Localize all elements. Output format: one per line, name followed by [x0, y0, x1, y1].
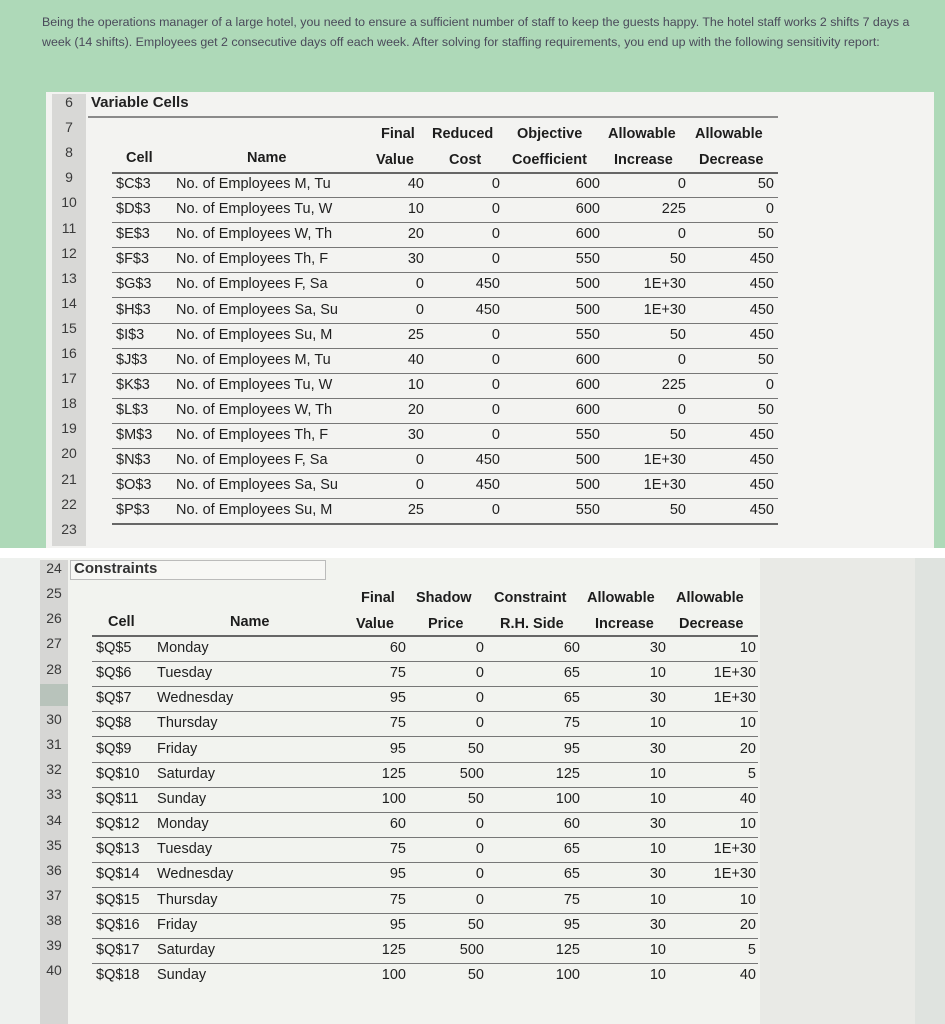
vc-reduced-cost[interactable]: 0 [491, 176, 500, 192]
vc-reduced-cost[interactable]: 450 [475, 301, 500, 318]
row-number[interactable]: 9 [65, 169, 73, 186]
vc-name[interactable]: No. of Employees Su, M [176, 326, 333, 343]
c-final-value[interactable]: 125 [381, 765, 406, 782]
vc-final-value[interactable]: 0 [415, 301, 424, 318]
c-allowable-increase[interactable]: 10 [649, 841, 666, 858]
row-number-gutter-top [52, 94, 86, 546]
row-number[interactable]: 18 [61, 395, 77, 412]
c-name[interactable]: Tuesday [157, 665, 213, 682]
c-allowable-decrease[interactable]: 20 [739, 916, 756, 933]
c-header-final-1: Final [361, 590, 395, 606]
vc-objective-coefficient[interactable]: 600 [575, 351, 600, 368]
vc-allowable-decrease[interactable]: 450 [749, 477, 774, 494]
c-row-rule [92, 812, 758, 813]
c-cell-ref[interactable]: $Q$14 [96, 866, 140, 883]
row-number[interactable]: 6 [65, 94, 73, 110]
c-cell-ref[interactable]: $Q$18 [96, 966, 140, 983]
header-objective-1: Objective [517, 126, 583, 142]
c-final-value[interactable]: 60 [389, 640, 406, 656]
vc-objective-coefficient[interactable]: 600 [575, 376, 600, 393]
c-constraint-rhs[interactable]: 75 [563, 891, 580, 908]
vc-objective-coefficient[interactable]: 500 [575, 477, 600, 494]
c-shadow-price[interactable]: 0 [475, 816, 484, 833]
c-final-value[interactable]: 100 [381, 966, 406, 983]
vc-reduced-cost[interactable]: 0 [491, 226, 500, 243]
c-header-rhs-2: R.H. Side [500, 616, 564, 632]
c-constraint-rhs[interactable]: 95 [563, 916, 580, 933]
c-shadow-price[interactable]: 500 [459, 765, 484, 782]
vc-name[interactable]: No. of Employees Th, F [176, 427, 329, 443]
vc-cell-ref[interactable]: $O$3 [116, 477, 152, 494]
vc-cell-ref[interactable]: $M$3 [116, 427, 153, 443]
vc-objective-coefficient[interactable]: 600 [575, 176, 600, 192]
vc-allowable-increase[interactable]: 0 [677, 351, 686, 368]
vc-reduced-cost[interactable]: 450 [475, 477, 500, 494]
c-cell-ref[interactable]: $Q$9 [96, 740, 132, 757]
header-increase-2: Increase [614, 152, 673, 168]
c-allowable-increase[interactable]: 10 [649, 765, 666, 782]
vc-cell-ref[interactable]: $C$3 [116, 176, 151, 192]
c-allowable-increase[interactable]: 10 [649, 715, 666, 732]
c-shadow-price[interactable]: 0 [475, 866, 484, 883]
c-cell-ref[interactable]: $Q$15 [96, 891, 140, 908]
sheet-edge-area [915, 558, 945, 1024]
c-constraint-rhs[interactable]: 75 [563, 715, 580, 732]
vc-final-value[interactable]: 10 [407, 201, 424, 218]
vc-allowable-increase[interactable]: 50 [669, 427, 686, 443]
row-number[interactable]: 35 [46, 836, 62, 853]
vc-allowable-increase[interactable]: 1E+30 [643, 276, 686, 293]
vc-allowable-decrease[interactable]: 50 [757, 351, 774, 368]
vc-name[interactable]: No. of Employees Tu, W [176, 201, 333, 218]
row-number[interactable]: 8 [65, 144, 73, 161]
vc-objective-coefficient[interactable]: 500 [575, 276, 600, 293]
vc-allowable-increase[interactable]: 50 [669, 251, 686, 268]
c-header-decrease-2: Decrease [679, 616, 744, 632]
c-name[interactable]: Thursday [157, 715, 218, 732]
c-final-value[interactable]: 100 [381, 790, 406, 807]
c-header-decrease-1: Allowable [676, 590, 744, 606]
c-allowable-decrease[interactable]: 40 [739, 966, 756, 983]
c-shadow-price[interactable]: 0 [475, 891, 484, 908]
c-row-rule [92, 963, 758, 964]
c-cell-ref[interactable]: $Q$11 [96, 790, 139, 807]
c-final-value[interactable]: 60 [389, 816, 406, 833]
vc-name[interactable]: No. of Employees M, Tu [176, 176, 331, 192]
vc-allowable-decrease[interactable]: 450 [749, 276, 774, 293]
row-number[interactable]: 14 [61, 294, 77, 311]
vc-reduced-cost[interactable]: 0 [491, 351, 500, 368]
c-allowable-increase[interactable]: 10 [649, 665, 666, 682]
vc-final-value[interactable]: 25 [407, 502, 424, 519]
vc-reduced-cost[interactable]: 0 [491, 376, 500, 393]
c-constraint-rhs[interactable]: 100 [555, 790, 580, 807]
vc-allowable-decrease[interactable]: 450 [749, 301, 774, 318]
c-name[interactable]: Wednesday [157, 690, 234, 707]
row-number[interactable]: 13 [61, 269, 77, 286]
row-number[interactable]: 16 [61, 345, 77, 361]
c-header-increase-1: Allowable [587, 590, 655, 606]
c-constraint-rhs[interactable]: 65 [563, 690, 580, 707]
c-header-shadow-1: Shadow [416, 590, 472, 606]
c-row-rule [92, 686, 758, 687]
vc-name[interactable]: No. of Employees Su, M [176, 502, 333, 519]
row-number[interactable]: 19 [61, 420, 77, 437]
c-allowable-increase[interactable]: 10 [649, 891, 666, 908]
vc-allowable-increase[interactable]: 225 [661, 376, 686, 393]
c-shadow-price[interactable]: 500 [459, 941, 484, 958]
row-number[interactable]: 31 [46, 736, 62, 753]
header-decrease-2: Decrease [699, 152, 764, 168]
c-header-rule [92, 635, 758, 637]
vc-objective-coefficient[interactable]: 600 [575, 226, 600, 243]
c-name[interactable]: Saturday [157, 941, 216, 958]
vc-row-rule [112, 348, 778, 349]
vc-row-rule [112, 197, 778, 198]
row-number[interactable]: 28 [46, 660, 62, 677]
header-rule [112, 172, 778, 174]
header-reduced-1: Reduced [432, 126, 494, 142]
row-number[interactable]: 36 [46, 861, 62, 878]
vc-final-value[interactable]: 40 [407, 351, 424, 368]
vc-allowable-increase[interactable]: 1E+30 [643, 452, 686, 469]
c-cell-ref[interactable]: $Q$5 [96, 640, 132, 656]
vc-cell-ref[interactable]: $G$3 [116, 276, 152, 293]
vc-cell-ref[interactable]: $E$3 [116, 226, 150, 243]
vc-reduced-cost[interactable]: 450 [475, 452, 500, 469]
vc-final-value[interactable]: 10 [407, 376, 424, 393]
row-number[interactable]: 23 [61, 520, 77, 537]
vc-final-value[interactable]: 40 [407, 176, 424, 192]
vc-objective-coefficient[interactable]: 550 [575, 326, 600, 343]
vc-cell-ref[interactable]: $N$3 [116, 452, 151, 469]
c-header-rhs-1: Constraint [494, 590, 567, 606]
c-cell-ref[interactable]: $Q$10 [96, 765, 140, 782]
row-number[interactable]: 20 [61, 445, 77, 462]
c-name[interactable]: Sunday [157, 966, 207, 983]
vc-reduced-cost[interactable]: 0 [491, 401, 500, 418]
c-final-value[interactable]: 75 [389, 715, 406, 732]
vc-final-value[interactable]: 20 [407, 401, 424, 418]
row-number[interactable]: 17 [61, 370, 77, 387]
c-final-value[interactable]: 75 [389, 665, 406, 682]
vc-reduced-cost[interactable]: 0 [491, 251, 500, 268]
row-number[interactable]: 37 [46, 886, 62, 903]
c-cell-ref[interactable]: $Q$16 [96, 916, 140, 933]
c-shadow-price[interactable]: 50 [467, 916, 484, 933]
vc-row-rule [112, 473, 778, 474]
vc-name[interactable]: No. of Employees Th, F [176, 251, 329, 268]
constraints-title: Constraints [74, 560, 158, 577]
c-constraint-rhs[interactable]: 60 [563, 816, 580, 833]
vc-name[interactable]: No. of Employees W, Th [176, 401, 333, 418]
c-allowable-decrease[interactable]: 40 [739, 790, 756, 807]
row-number[interactable]: 40 [46, 962, 62, 979]
c-row-rule [92, 661, 758, 662]
c-allowable-decrease[interactable]: 10 [739, 640, 756, 656]
c-allowable-increase[interactable]: 10 [649, 941, 666, 958]
vc-allowable-decrease[interactable]: 450 [749, 502, 774, 519]
c-final-value[interactable]: 75 [389, 841, 406, 858]
c-row-rule [92, 913, 758, 914]
row-number[interactable]: 26 [46, 610, 62, 627]
c-row-rule [92, 787, 758, 788]
vc-row-rule [112, 498, 778, 499]
row-number[interactable]: 7 [65, 119, 73, 136]
c-constraint-rhs[interactable]: 65 [563, 866, 580, 883]
c-shadow-price[interactable]: 0 [475, 715, 484, 732]
c-name[interactable]: Saturday [157, 765, 216, 782]
vc-objective-coefficient[interactable]: 500 [575, 452, 600, 469]
header-decrease-1: Allowable [695, 126, 763, 142]
c-header-cell: Cell [108, 614, 135, 630]
c-cell-ref[interactable]: $Q$7 [96, 690, 132, 707]
vc-allowable-increase[interactable]: 1E+30 [643, 477, 686, 494]
vc-allowable-increase[interactable]: 1E+30 [643, 301, 686, 318]
header-final-1: Final [381, 126, 415, 142]
vc-cell-ref[interactable]: $I$3 [116, 326, 145, 343]
row-number[interactable]: 24 [46, 560, 62, 576]
c-allowable-decrease[interactable]: 5 [747, 765, 756, 782]
c-constraint-rhs[interactable]: 125 [555, 941, 580, 958]
c-header-increase-2: Increase [595, 616, 654, 632]
c-allowable-decrease[interactable]: 10 [739, 816, 756, 833]
c-name[interactable]: Friday [157, 740, 198, 757]
c-name[interactable]: Friday [157, 916, 198, 933]
vc-objective-coefficient[interactable]: 550 [575, 502, 600, 519]
c-constraint-rhs[interactable]: 60 [563, 640, 580, 656]
vc-cell-ref[interactable]: $F$3 [116, 251, 150, 268]
vc-objective-coefficient[interactable]: 600 [575, 201, 600, 218]
row-number[interactable]: 32 [46, 761, 62, 778]
vc-objective-coefficient[interactable]: 500 [575, 301, 600, 318]
vc-objective-coefficient[interactable]: 600 [575, 401, 600, 418]
c-final-value[interactable]: 95 [389, 740, 406, 757]
vc-objective-coefficient[interactable]: 550 [575, 427, 600, 443]
c-allowable-decrease[interactable]: 1E+30 [713, 866, 756, 883]
vc-row-rule [112, 247, 778, 248]
vc-final-value[interactable]: 20 [407, 226, 424, 243]
vc-name[interactable]: No. of Employees M, Tu [176, 351, 331, 368]
header-cell: Cell [126, 150, 153, 166]
vc-final-value[interactable]: 0 [415, 452, 424, 469]
vc-allowable-decrease[interactable]: 450 [749, 452, 774, 469]
c-constraint-rhs[interactable]: 65 [563, 841, 580, 858]
header-name: Name [247, 150, 287, 166]
vc-row-rule [112, 423, 778, 424]
vc-row-rule [112, 373, 778, 374]
vc-allowable-increase[interactable]: 0 [677, 176, 686, 192]
c-allowable-increase[interactable]: 30 [649, 816, 666, 833]
c-cell-ref[interactable]: $Q$13 [96, 841, 140, 858]
row-number[interactable]: 39 [46, 937, 62, 954]
vc-allowable-increase[interactable]: 0 [677, 401, 686, 418]
vc-reduced-cost[interactable]: 0 [491, 502, 500, 519]
vc-row-rule [112, 448, 778, 449]
c-shadow-price[interactable]: 50 [467, 966, 484, 983]
c-constraint-rhs[interactable]: 125 [555, 765, 580, 782]
vc-final-value[interactable]: 25 [407, 326, 424, 343]
c-cell-ref[interactable]: $Q$8 [96, 715, 132, 732]
c-row-rule [92, 711, 758, 712]
c-cell-ref[interactable]: $Q$12 [96, 816, 140, 833]
c-allowable-increase[interactable]: 30 [649, 690, 666, 707]
c-cell-ref[interactable]: $Q$6 [96, 665, 132, 682]
row-number-gutter-bottom [40, 560, 68, 1024]
c-shadow-price[interactable]: 50 [467, 740, 484, 757]
vc-name[interactable]: No. of Employees W, Th [176, 226, 333, 243]
vc-reduced-cost[interactable]: 0 [491, 427, 500, 443]
c-allowable-decrease[interactable]: 1E+30 [713, 690, 756, 707]
c-allowable-increase[interactable]: 10 [649, 966, 666, 983]
c-final-value[interactable]: 125 [381, 941, 406, 958]
c-allowable-decrease[interactable]: 5 [747, 941, 756, 958]
row-number[interactable]: 33 [46, 786, 62, 803]
row-number[interactable]: 25 [46, 585, 62, 602]
vc-cell-ref[interactable]: $P$3 [116, 502, 150, 519]
row-number[interactable]: 11 [61, 219, 77, 236]
vc-allowable-decrease[interactable]: 450 [749, 427, 774, 443]
c-cell-ref[interactable]: $Q$17 [96, 941, 140, 958]
c-shadow-price[interactable]: 0 [475, 841, 484, 858]
vc-row-rule [112, 272, 778, 273]
header-objective-2: Coefficient [512, 152, 587, 168]
c-final-value[interactable]: 95 [389, 866, 406, 883]
vc-cell-ref[interactable]: $H$3 [116, 301, 151, 318]
vc-allowable-increase[interactable]: 50 [669, 326, 686, 343]
row-number[interactable]: 21 [61, 470, 77, 487]
vc-cell-ref[interactable]: $L$3 [116, 401, 149, 418]
vc-allowable-decrease[interactable]: 50 [757, 176, 774, 192]
row-number[interactable]: 27 [46, 635, 62, 652]
c-constraint-rhs[interactable]: 100 [555, 966, 580, 983]
c-final-value[interactable]: 75 [389, 891, 406, 908]
vc-allowable-increase[interactable]: 50 [669, 502, 686, 519]
vc-objective-coefficient[interactable]: 550 [575, 251, 600, 268]
row-number[interactable]: 12 [61, 244, 77, 261]
vc-row-rule [112, 398, 778, 399]
c-row-rule [92, 837, 758, 838]
vc-name[interactable]: No. of Employees F, Sa [176, 452, 328, 469]
vc-name[interactable]: No. of Employees Sa, Su [176, 301, 338, 318]
c-name[interactable]: Thursday [157, 891, 218, 908]
c-allowable-increase[interactable]: 30 [649, 740, 666, 757]
c-allowable-increase[interactable]: 30 [649, 640, 666, 656]
c-row-rule [92, 887, 758, 888]
vc-name[interactable]: No. of Employees Tu, W [176, 376, 333, 393]
vc-reduced-cost[interactable]: 0 [491, 201, 500, 218]
c-final-value[interactable]: 95 [389, 690, 406, 707]
vc-allowable-decrease[interactable]: 0 [765, 201, 774, 218]
row-number[interactable]: 34 [46, 811, 62, 828]
selected-row-header [40, 684, 68, 706]
vc-row-rule [112, 297, 778, 298]
variable-cells-title: Variable Cells [91, 94, 189, 111]
title-divider [88, 116, 778, 118]
c-allowable-increase[interactable]: 30 [649, 866, 666, 883]
c-name[interactable]: Sunday [157, 790, 207, 807]
question-text: Being the operations manager of a large hotel, you need to ensure a sufficient number of staff to keep the guests happy. The hotel staff works 2 shifts 7 days a week (14 shifts). Employees get 2 consecutive days off each week. After solving for staffing requirements, you end up with the following sensitivity report: [42, 15, 910, 49]
c-constraint-rhs[interactable]: 95 [563, 740, 580, 757]
vc-name[interactable]: No. of Employees F, Sa [176, 276, 328, 293]
vc-allowable-increase[interactable]: 0 [677, 226, 686, 243]
vc-row-rule [112, 323, 778, 324]
c-allowable-decrease[interactable]: 1E+30 [713, 665, 756, 682]
c-allowable-decrease[interactable]: 1E+30 [713, 841, 756, 858]
c-row-rule [92, 736, 758, 737]
vc-final-value[interactable]: 30 [407, 427, 424, 443]
row-number[interactable]: 10 [61, 194, 77, 211]
c-allowable-increase[interactable]: 10 [649, 790, 666, 807]
vc-reduced-cost[interactable]: 450 [475, 276, 500, 293]
row-number[interactable]: 15 [61, 319, 77, 336]
vc-final-value[interactable]: 30 [407, 251, 424, 268]
c-row-rule [92, 762, 758, 763]
row-number[interactable]: 22 [61, 495, 77, 512]
header-final-2: Value [376, 152, 414, 168]
vc-allowable-increase[interactable]: 225 [661, 201, 686, 218]
c-row-rule [92, 862, 758, 863]
vc-row-rule [112, 222, 778, 223]
screenshot-gap [0, 548, 945, 558]
c-constraint-rhs[interactable]: 65 [563, 665, 580, 682]
c-name[interactable]: Monday [157, 816, 209, 833]
c-header-final-2: Value [356, 616, 394, 632]
c-allowable-increase[interactable]: 30 [649, 916, 666, 933]
vc-allowable-decrease[interactable]: 450 [749, 326, 774, 343]
vc-reduced-cost[interactable]: 0 [491, 326, 500, 343]
c-shadow-price[interactable]: 0 [475, 640, 484, 656]
c-final-value[interactable]: 95 [389, 916, 406, 933]
c-allowable-decrease[interactable]: 10 [739, 715, 756, 732]
vc-row-rule [112, 523, 778, 525]
c-header-name: Name [230, 614, 270, 630]
row-number[interactable]: 30 [46, 710, 62, 727]
vc-name[interactable]: No. of Employees Sa, Su [176, 477, 338, 494]
header-reduced-2: Cost [449, 152, 482, 168]
c-shadow-price[interactable]: 0 [475, 665, 484, 682]
row-number[interactable]: 38 [46, 912, 62, 929]
vc-allowable-decrease[interactable]: 450 [749, 251, 774, 268]
vc-cell-ref[interactable]: $D$3 [116, 201, 151, 218]
c-header-shadow-2: Price [428, 616, 464, 632]
vc-allowable-decrease[interactable]: 50 [757, 226, 774, 243]
c-shadow-price[interactable]: 50 [467, 790, 484, 807]
c-shadow-price[interactable]: 0 [475, 690, 484, 707]
c-name[interactable]: Wednesday [157, 866, 234, 883]
vc-final-value[interactable]: 0 [415, 276, 424, 293]
c-row-rule [92, 938, 758, 939]
c-allowable-decrease[interactable]: 20 [739, 740, 756, 757]
c-allowable-decrease[interactable]: 10 [739, 891, 756, 908]
vc-cell-ref[interactable]: $J$3 [116, 351, 148, 368]
vc-allowable-decrease[interactable]: 50 [757, 401, 774, 418]
vc-cell-ref[interactable]: $K$3 [116, 376, 150, 393]
c-name[interactable]: Tuesday [157, 841, 213, 858]
vc-final-value[interactable]: 0 [415, 477, 424, 494]
header-increase-1: Allowable [608, 126, 676, 142]
c-name[interactable]: Monday [157, 640, 209, 656]
vc-allowable-decrease[interactable]: 0 [765, 376, 774, 393]
